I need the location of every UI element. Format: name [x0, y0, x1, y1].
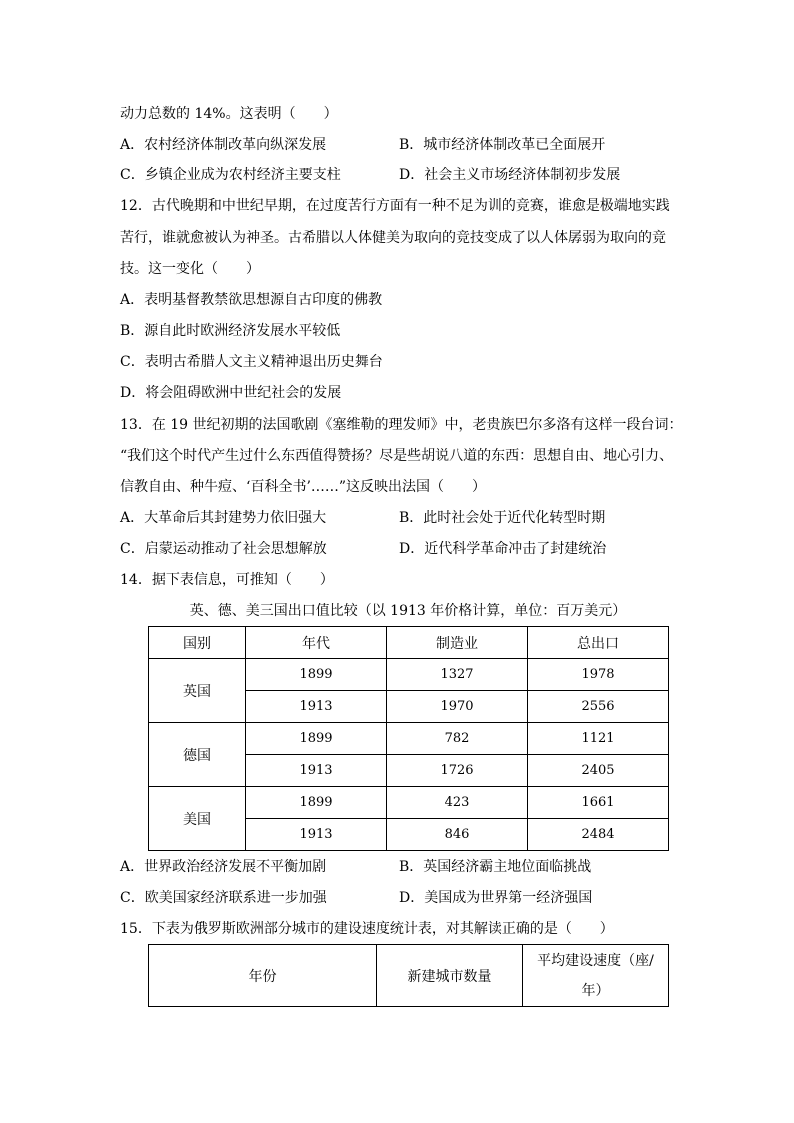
option-letter: B．: [399, 510, 424, 526]
total-export-cell: 2405: [528, 755, 669, 787]
q12-option-c[interactable]: [120, 353, 383, 371]
header-manufacturing: 制造业: [387, 627, 528, 659]
year-cell: 1899: [246, 723, 387, 755]
header-avg-speed-line-2: 年）: [581, 982, 610, 999]
q12-option-d[interactable]: [120, 384, 341, 402]
header-new-cities: 新建城市数量: [377, 945, 523, 1007]
option-text: 城市经济体制改革已全面展开: [423, 137, 606, 153]
q11-option-b[interactable]: [399, 136, 605, 154]
option-letter: B．: [399, 137, 424, 153]
q13-option-d[interactable]: [399, 540, 606, 558]
year-cell: 1899: [246, 659, 387, 691]
manufacturing-cell: 846: [387, 819, 528, 851]
option-text: 表明基督教禁欲思想源自古印度的佛教: [144, 292, 383, 308]
option-letter: C．: [120, 890, 145, 906]
manufacturing-cell: 782: [387, 723, 528, 755]
option-letter: D．: [120, 385, 146, 401]
total-export-cell: 2556: [528, 691, 669, 723]
table-row: [149, 723, 669, 755]
q11-option-c[interactable]: [120, 166, 341, 184]
q13-stem-line-2: “我们这个时代产生过什么东西值得赞扬？尽是些胡说八道的东西：思想自由、地心引力、: [120, 448, 674, 464]
header-country: 国别: [149, 627, 246, 659]
header-avg-speed: [523, 945, 669, 1007]
q12-stem-line-2: 苦行，谁就愈被认为神圣。古希腊以人体健美为取向的竞技变成了以人体孱弱为取向的竞: [120, 230, 666, 246]
option-letter: D．: [399, 890, 425, 906]
option-letter: A．: [120, 292, 145, 308]
q14-table-caption: 英、德、美三国出口值比较（以 1913 年价格计算，单位：百万美元）: [189, 603, 627, 619]
year-cell: 1913: [246, 755, 387, 787]
country-cell-uk: 英国: [149, 659, 246, 723]
table-header-row: [149, 945, 669, 1007]
country-cell-germany: 德国: [149, 723, 246, 787]
q14-option-a[interactable]: [120, 858, 326, 876]
option-text: 社会主义市场经济体制初步发展: [424, 167, 621, 183]
q12-option-b[interactable]: [120, 322, 340, 340]
q13-option-c[interactable]: [120, 540, 327, 558]
option-text: 将会阻碍欧洲中世纪社会的发展: [145, 385, 342, 401]
option-text: 表明古希腊人文主义精神退出历史舞台: [144, 354, 383, 370]
option-letter: C．: [120, 354, 145, 370]
option-letter: B．: [399, 859, 424, 875]
q13-option-b[interactable]: [399, 509, 605, 527]
option-text: 源自此时欧洲经济发展水平较低: [144, 323, 341, 339]
manufacturing-cell: 423: [387, 787, 528, 819]
option-letter: D．: [399, 167, 425, 183]
option-text: 此时社会处于近代化转型时期: [423, 510, 606, 526]
manufacturing-cell: 1970: [387, 691, 528, 723]
q12-stem-line-1: 12．古代晚期和中世纪早期，在过度苦行方面有一种不足为训的竞赛，谁愈是极端地实践: [120, 198, 670, 214]
q13-option-a[interactable]: [120, 509, 326, 527]
option-text: 近代科学革命冲击了封建统治: [424, 541, 607, 557]
q14-export-table: [148, 626, 669, 851]
q13-stem-line-3: 信教自由、种牛痘、‘百科全书’……”这反映出法国（ ）: [120, 479, 487, 495]
q14-option-b[interactable]: [399, 858, 591, 876]
manufacturing-cell: 1726: [387, 755, 528, 787]
q11-stem-tail: 动力总数的 14%。这表明（ ）: [120, 106, 338, 122]
q15-stem: 15．下表为俄罗斯欧洲部分城市的建设速度统计表，对其解读正确的是（ ）: [120, 921, 614, 937]
q14-option-c[interactable]: [120, 889, 327, 907]
header-total-export: 总出口: [528, 627, 669, 659]
option-letter: B．: [120, 323, 145, 339]
option-text: 美国成为世界第一经济强国: [424, 890, 593, 906]
option-text: 农村经济体制改革向纵深发展: [144, 137, 327, 153]
option-text: 英国经济霸主地位面临挑战: [423, 859, 592, 875]
q14-option-d[interactable]: [399, 889, 592, 907]
table-header-row: [149, 627, 669, 659]
option-letter: A．: [120, 859, 145, 875]
total-export-cell: 1978: [528, 659, 669, 691]
year-cell: 1899: [246, 787, 387, 819]
option-letter: A．: [120, 510, 145, 526]
option-letter: C．: [120, 167, 145, 183]
q15-city-table: [148, 944, 669, 1007]
option-text: 欧美国家经济联系进一步加强: [144, 890, 327, 906]
header-avg-speed-line-1: 平均建设速度（座/: [537, 952, 654, 969]
q11-option-d[interactable]: [399, 166, 620, 184]
q13-stem-line-1: 13．在 19 世纪初期的法国歌剧《塞维勒的理发师》中，老贵族巴尔多洛有这样一段台词：: [120, 417, 683, 433]
q14-stem: 14．据下表信息，可推知（ ）: [120, 572, 334, 588]
table-row: [149, 787, 669, 819]
option-text: 世界政治经济发展不平衡加剧: [144, 859, 327, 875]
option-text: 乡镇企业成为农村经济主要支柱: [144, 167, 341, 183]
q12-stem-line-3: 技。这一变化（ ）: [120, 261, 260, 277]
header-year: 年代: [246, 627, 387, 659]
q11-option-a[interactable]: [120, 136, 326, 154]
option-letter: D．: [399, 541, 425, 557]
year-cell: 1913: [246, 691, 387, 723]
total-export-cell: 2484: [528, 819, 669, 851]
header-year: 年份: [149, 945, 377, 1007]
option-letter: A．: [120, 137, 145, 153]
option-letter: C．: [120, 541, 145, 557]
table-row: [149, 659, 669, 691]
year-cell: 1913: [246, 819, 387, 851]
total-export-cell: 1121: [528, 723, 669, 755]
total-export-cell: 1661: [528, 787, 669, 819]
option-text: 大革命后其封建势力依旧强大: [144, 510, 327, 526]
q12-option-a[interactable]: [120, 291, 382, 309]
option-text: 启蒙运动推动了社会思想解放: [144, 541, 327, 557]
country-cell-usa: 美国: [149, 787, 246, 851]
manufacturing-cell: 1327: [387, 659, 528, 691]
